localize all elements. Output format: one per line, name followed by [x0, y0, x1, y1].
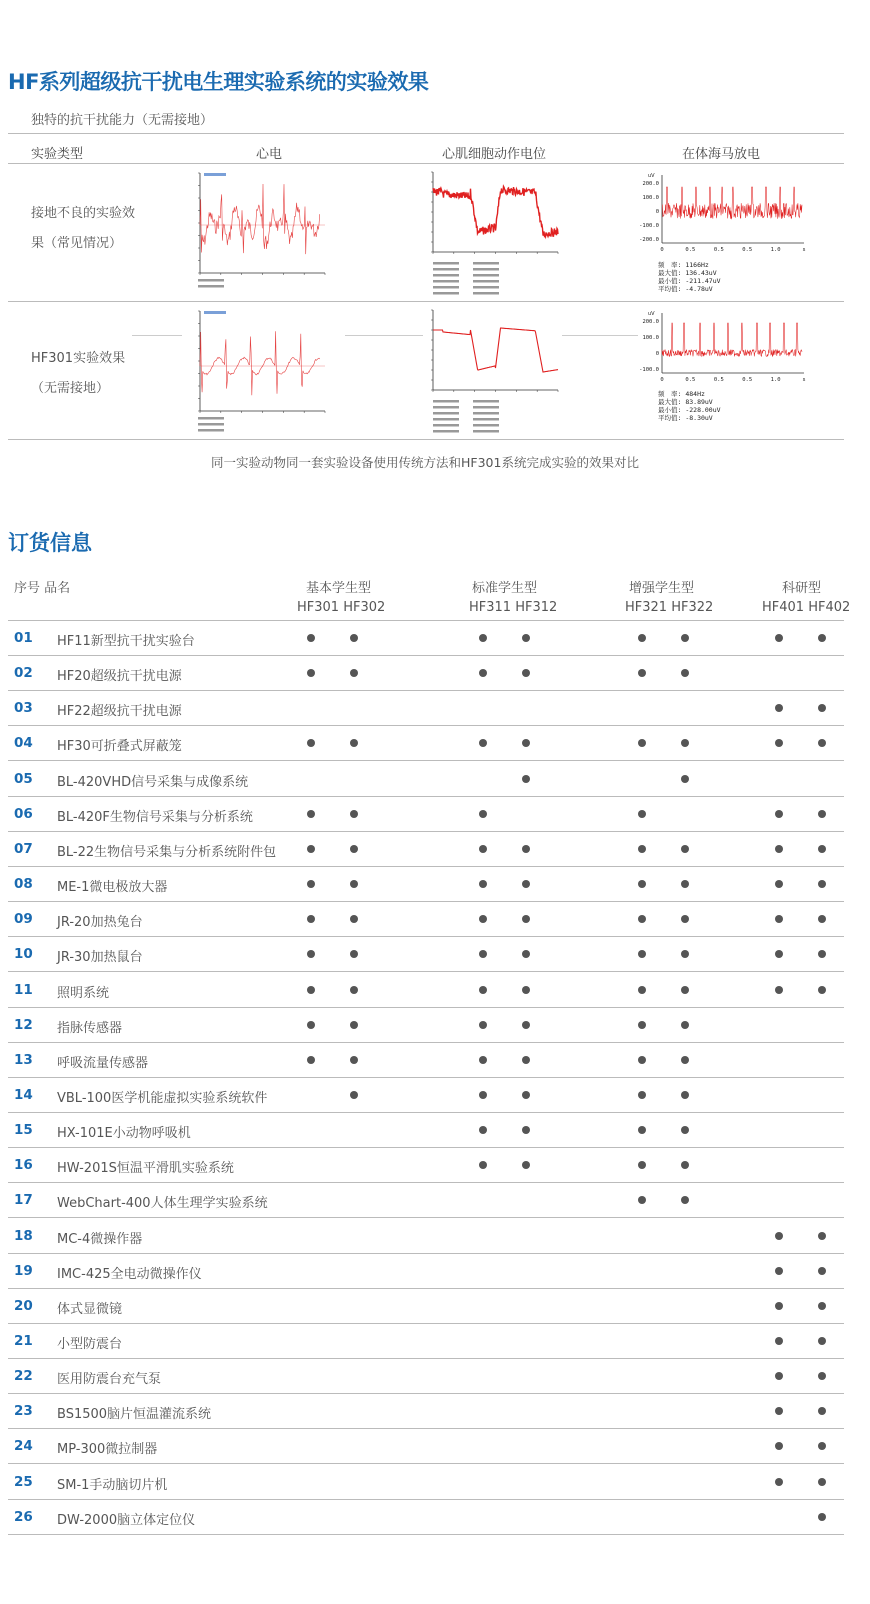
header-group-research: 科研型 [782, 581, 822, 596]
svg-text:100.0: 100.0 [642, 195, 659, 201]
svg-text:100.0: 100.0 [642, 335, 659, 341]
included-dot [350, 1021, 358, 1029]
stat-max: 最大值: 136.43uV [658, 269, 717, 277]
included-dot [638, 1161, 646, 1169]
included-dot [818, 634, 826, 642]
section-title-order: 订货信息 [8, 531, 92, 555]
product-name: 照明系统 [57, 985, 110, 1001]
connector-line [132, 335, 182, 336]
included-dot [307, 1021, 315, 1029]
header-group-enhanced: 增强学生型 [629, 581, 695, 596]
included-dot [775, 950, 783, 958]
included-dot [775, 1337, 783, 1345]
row-number: 22 [14, 1368, 33, 1385]
included-dot [479, 1056, 487, 1064]
stat-mean: 平均值: -4.78uV [658, 285, 713, 293]
row-number: 15 [14, 1122, 33, 1139]
product-name: HF11新型抗干扰实验台 [57, 634, 195, 649]
section-subtitle: 独特的抗干扰能力（无需接地） [31, 113, 214, 128]
table-row [8, 867, 844, 902]
included-dot [522, 669, 530, 677]
included-dot [479, 1021, 487, 1029]
included-dot [638, 1056, 646, 1064]
header-index-name: 序号 品名 [14, 581, 71, 596]
included-dot [307, 915, 315, 923]
row-number: 09 [14, 911, 33, 928]
svg-text:uV: uV [648, 311, 655, 317]
row-number: 23 [14, 1403, 33, 1420]
svg-text:200.0: 200.0 [642, 319, 659, 325]
included-dot [307, 739, 315, 747]
svg-text:0: 0 [655, 351, 659, 357]
included-dot [818, 950, 826, 958]
svg-text:200.0: 200.0 [642, 181, 659, 187]
svg-text:-100.0: -100.0 [639, 223, 659, 229]
product-name: 指脉传感器 [57, 1020, 123, 1036]
included-dot [307, 1056, 315, 1064]
included-dot [638, 739, 646, 747]
svg-text:0.5: 0.5 [713, 247, 724, 253]
included-dot [775, 1407, 783, 1415]
header-models-standard: HF311 HF312 [469, 600, 558, 615]
included-dot [818, 915, 826, 923]
table-row [8, 1289, 844, 1324]
header-models-basic: HF301 HF302 [297, 600, 386, 615]
row-number: 02 [14, 665, 33, 682]
svg-text:0: 0 [660, 377, 664, 383]
included-dot [479, 1161, 487, 1169]
product-name: JR-20加热兔台 [57, 915, 143, 931]
svg-text:1.0: 1.0 [770, 247, 781, 253]
ap-plot-good [420, 305, 575, 435]
product-name: HW-201S恒温平滑肌实验系统 [57, 1161, 234, 1177]
row-number: 26 [14, 1508, 33, 1525]
stat-max: 最大值: 83.89uV [658, 398, 713, 406]
table-row [8, 621, 844, 656]
included-dot [775, 810, 783, 818]
row-number: 04 [14, 735, 33, 752]
included-dot [522, 845, 530, 853]
table-row [8, 832, 844, 867]
included-dot [681, 739, 689, 747]
row-number: 01 [14, 630, 33, 646]
product-name: BS1500脑片恒温灌流系统 [57, 1407, 212, 1423]
product-name: DW-2000脑立体定位仪 [57, 1512, 196, 1528]
header-ecg: 心电 [256, 147, 283, 162]
included-dot [818, 1513, 826, 1521]
table-row [8, 1183, 844, 1218]
svg-text:-200.0: -200.0 [639, 237, 659, 243]
included-dot [479, 810, 487, 818]
included-dot [350, 1056, 358, 1064]
included-dot [681, 1196, 689, 1204]
included-dot [522, 880, 530, 888]
included-dot [638, 669, 646, 677]
included-dot [818, 880, 826, 888]
included-dot [775, 915, 783, 923]
included-dot [307, 634, 315, 642]
header-group-standard: 标准学生型 [472, 581, 538, 596]
included-dot [479, 669, 487, 677]
table-row [8, 762, 844, 797]
product-name: IMC-425全电动微操作仪 [57, 1266, 202, 1282]
included-dot [775, 986, 783, 994]
included-dot [479, 634, 487, 642]
divider [8, 133, 844, 134]
included-dot [638, 810, 646, 818]
svg-text:0.5: 0.5 [742, 377, 753, 383]
included-dot [479, 739, 487, 747]
table-row [8, 902, 844, 937]
row-number: 18 [14, 1227, 33, 1244]
included-dot [681, 1161, 689, 1169]
table-row [8, 1500, 844, 1535]
table-row [8, 656, 844, 691]
svg-text:0: 0 [660, 247, 664, 253]
included-dot [775, 880, 783, 888]
table-row [8, 1043, 844, 1078]
included-dot [681, 669, 689, 677]
svg-text:0.5: 0.5 [685, 247, 696, 253]
included-dot [350, 915, 358, 923]
included-dot [681, 1126, 689, 1134]
product-name: MC-4微操作器 [57, 1231, 143, 1247]
included-dot [307, 669, 315, 677]
included-dot [479, 880, 487, 888]
product-name: JR-30加热鼠台 [57, 950, 143, 966]
included-dot [522, 775, 530, 783]
row-number: 03 [14, 700, 33, 717]
included-dot [638, 986, 646, 994]
included-dot [479, 950, 487, 958]
included-dot [522, 1091, 530, 1099]
included-dot [350, 634, 358, 642]
included-dot [479, 1091, 487, 1099]
product-name: 呼吸流量传感器 [57, 1055, 149, 1071]
included-dot [681, 950, 689, 958]
included-dot [479, 915, 487, 923]
included-dot [775, 704, 783, 712]
included-dot [775, 845, 783, 853]
included-dot [522, 1021, 530, 1029]
connector-line [345, 335, 423, 336]
row-number: 13 [14, 1051, 33, 1068]
included-dot [638, 915, 646, 923]
row-number: 16 [14, 1157, 33, 1174]
included-dot [638, 880, 646, 888]
row-number: 24 [14, 1438, 33, 1455]
included-dot [638, 1126, 646, 1134]
included-dot [479, 986, 487, 994]
included-dot [775, 1442, 783, 1450]
row-number: 12 [14, 1016, 33, 1033]
table-row [8, 937, 844, 972]
svg-text:0.5: 0.5 [713, 377, 724, 383]
header-group-basic: 基本学生型 [306, 581, 372, 596]
table-row [8, 1359, 844, 1394]
table-row [8, 1008, 844, 1043]
table-row [8, 1324, 844, 1359]
product-name: BL-22生物信号采集与分析系统附件包 [57, 844, 277, 860]
included-dot [681, 845, 689, 853]
svg-text:0.5: 0.5 [685, 377, 696, 383]
included-dot [522, 1056, 530, 1064]
included-dot [681, 1021, 689, 1029]
row-number: 06 [14, 805, 33, 822]
included-dot [681, 775, 689, 783]
table-row [8, 1394, 844, 1429]
product-name: 医用防震台充气泵 [57, 1372, 162, 1388]
included-dot [307, 845, 315, 853]
table-row [8, 1148, 844, 1183]
stat-freq: 频 率: 1166Hz [658, 261, 709, 269]
svg-text:uV: uV [648, 173, 655, 179]
stat-min: 最小值: -211.47uV [658, 277, 721, 285]
included-dot [818, 845, 826, 853]
included-dot [307, 986, 315, 994]
product-name: HF30可折叠式屏蔽笼 [57, 739, 182, 755]
svg-text:0.5: 0.5 [742, 247, 753, 253]
included-dot [775, 634, 783, 642]
included-dot [350, 950, 358, 958]
divider [8, 301, 844, 302]
included-dot [681, 986, 689, 994]
row-number: 14 [14, 1086, 33, 1103]
table-row [8, 1078, 844, 1113]
row-number: 19 [14, 1262, 33, 1279]
svg-text:-100.0: -100.0 [639, 367, 659, 373]
included-dot [818, 1267, 826, 1275]
stat-mean: 平均值: -8.30uV [658, 414, 713, 422]
table-row [8, 691, 844, 726]
included-dot [818, 704, 826, 712]
included-dot [350, 845, 358, 853]
product-name: BL-420F生物信号采集与分析系统 [57, 809, 253, 825]
included-dot [681, 1091, 689, 1099]
included-dot [307, 810, 315, 818]
ecg-plot-bad [190, 167, 330, 289]
included-dot [350, 669, 358, 677]
ap-plot-bad [420, 167, 575, 297]
header-experiment-type: 实验类型 [31, 147, 84, 162]
included-dot [479, 845, 487, 853]
row-label-hf301: HF301实验效果 （无需接地） [31, 351, 126, 396]
product-name: 体式显微镜 [57, 1301, 123, 1317]
divider [8, 163, 844, 164]
product-name: WebChart-400人体生理学实验系统 [57, 1196, 268, 1212]
included-dot [522, 1161, 530, 1169]
included-dot [638, 950, 646, 958]
included-dot [350, 1091, 358, 1099]
ecg-plot-good [190, 305, 335, 435]
table-row [8, 726, 844, 761]
included-dot [350, 880, 358, 888]
included-dot [522, 634, 530, 642]
included-dot [818, 739, 826, 747]
table-row [8, 973, 844, 1008]
included-dot [307, 880, 315, 888]
table-row [8, 1219, 844, 1254]
svg-text:0: 0 [655, 209, 659, 215]
included-dot [638, 1196, 646, 1204]
table-row [8, 1113, 844, 1148]
included-dot [681, 915, 689, 923]
header-action-potential: 心肌细胞动作电位 [442, 147, 547, 162]
table-row [8, 1254, 844, 1289]
included-dot [818, 1407, 826, 1415]
row-number: 11 [14, 981, 33, 998]
included-dot [775, 739, 783, 747]
hippo-plot-good [636, 305, 811, 435]
row-number: 20 [14, 1297, 33, 1314]
included-dot [522, 739, 530, 747]
row-number: 21 [14, 1333, 33, 1349]
product-name: HX-101E小动物呼吸机 [57, 1126, 191, 1142]
included-dot [638, 1021, 646, 1029]
header-models-enhanced: HF321 HF322 [625, 600, 714, 615]
included-dot [775, 1372, 783, 1380]
row-number: 17 [14, 1192, 33, 1209]
included-dot [818, 1302, 826, 1310]
included-dot [522, 915, 530, 923]
svg-text:s: s [802, 247, 806, 253]
included-dot [775, 1478, 783, 1486]
included-dot [818, 1478, 826, 1486]
product-name: VBL-100医学机能虚拟实验系统软件 [57, 1090, 268, 1106]
divider [8, 439, 844, 440]
included-dot [522, 950, 530, 958]
included-dot [307, 950, 315, 958]
included-dot [479, 1126, 487, 1134]
included-dot [522, 986, 530, 994]
included-dot [775, 1267, 783, 1275]
product-name: HF20超级抗干扰电源 [57, 669, 182, 685]
included-dot [638, 634, 646, 642]
included-dot [775, 1232, 783, 1240]
included-dot [681, 1056, 689, 1064]
product-name: ME-1微电极放大器 [57, 880, 168, 896]
included-dot [350, 986, 358, 994]
included-dot [522, 1126, 530, 1134]
row-number: 25 [14, 1473, 33, 1490]
header-models-research: HF401 HF402 [762, 600, 851, 615]
included-dot [818, 1372, 826, 1380]
included-dot [818, 986, 826, 994]
section-title-effects: HF系列超级抗干扰电生理实验系统的实验效果 [8, 70, 429, 94]
included-dot [350, 810, 358, 818]
svg-text:s: s [802, 377, 806, 383]
included-dot [638, 1091, 646, 1099]
included-dot [638, 845, 646, 853]
row-number: 05 [14, 770, 33, 787]
comparison-caption: 同一实验动物同一套实验设备使用传统方法和HF301系统完成实验的效果对比 [211, 455, 639, 470]
included-dot [681, 634, 689, 642]
included-dot [818, 810, 826, 818]
row-number: 07 [14, 840, 33, 857]
included-dot [775, 1302, 783, 1310]
table-row [8, 797, 844, 832]
row-number: 10 [14, 946, 33, 963]
product-name: SM-1手动脑切片机 [57, 1477, 168, 1493]
table-row [8, 1465, 844, 1500]
header-hippocampus: 在体海马放电 [682, 147, 761, 162]
svg-text:1.0: 1.0 [770, 377, 781, 383]
included-dot [818, 1442, 826, 1450]
included-dot [818, 1337, 826, 1345]
product-name: HF22超级抗干扰电源 [57, 704, 182, 720]
hippo-plot-bad [636, 167, 811, 297]
stat-freq: 频 率: 484Hz [658, 390, 705, 398]
stat-min: 最小值: -228.00uV [658, 406, 721, 414]
row-number: 08 [14, 876, 33, 893]
product-name: BL-420VHD信号采集与成像系统 [57, 774, 249, 790]
product-name: 小型防震台 [57, 1337, 123, 1352]
table-row [8, 1429, 844, 1464]
included-dot [818, 1232, 826, 1240]
included-dot [350, 739, 358, 747]
product-name: MP-300微拉制器 [57, 1442, 158, 1458]
row-label-bad-ground: 接地不良的实验效 果（常见情况） [31, 206, 136, 251]
included-dot [681, 880, 689, 888]
